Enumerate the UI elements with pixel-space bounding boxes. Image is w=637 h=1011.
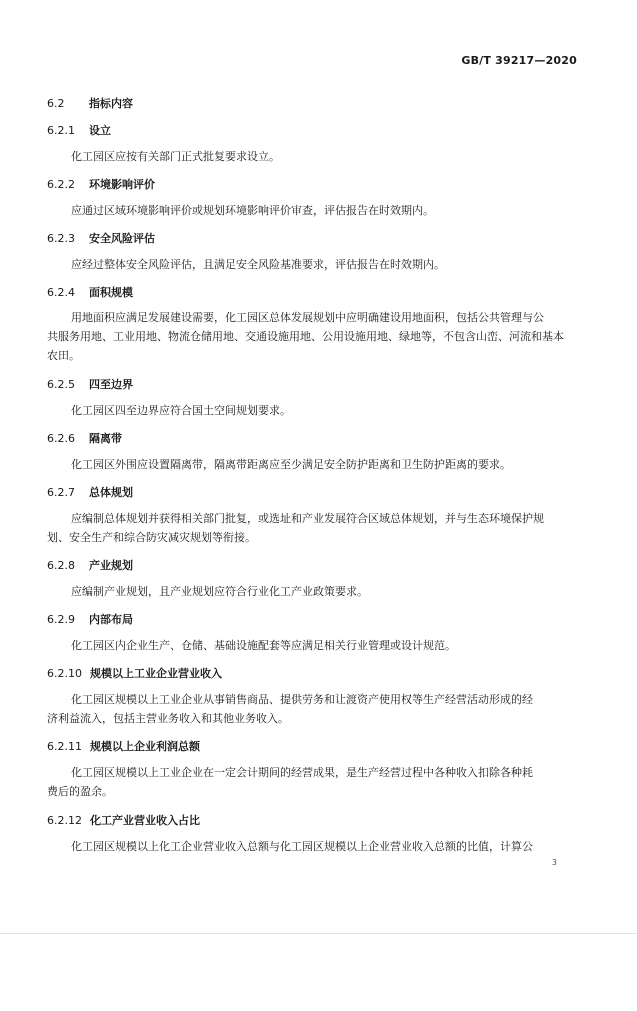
section-heading-6-2-12	[47, 812, 200, 828]
section-body-6-2-8	[47, 582, 578, 601]
section-number: 6.2.4	[47, 286, 75, 299]
section-number: 6.2.12	[47, 814, 82, 827]
body-line: 农田。	[47, 349, 80, 362]
section-heading-6-2-5	[47, 376, 133, 392]
section-body-6-2-7	[47, 509, 578, 547]
section-number: 6.2.8	[47, 559, 75, 572]
section-heading-6-2-4	[47, 284, 133, 300]
section-title: 安全风险评估	[89, 232, 155, 245]
section-title: 指标内容	[89, 97, 133, 110]
body-line: 化工园区内企业生产、仓储、基础设施配套等应满足相关行业管理或设计规范。	[71, 639, 456, 652]
section-number: 6.2.9	[47, 613, 75, 626]
section-heading-6-2-1	[47, 122, 111, 138]
section-title: 设立	[89, 124, 111, 137]
section-heading-6-2-6	[47, 430, 122, 446]
section-title: 内部布局	[89, 613, 133, 626]
body-line: 化工园区外围应设置隔离带，隔离带距离应至少满足安全防护距离和卫生防护距离的要求。	[71, 458, 511, 471]
section-heading-6-2-7	[47, 484, 133, 500]
section-title: 总体规划	[89, 486, 133, 499]
body-line: 化工园区应按有关部门正式批复要求设立。	[71, 150, 280, 163]
section-body-6-2-2	[47, 201, 578, 220]
section-title: 产业规划	[89, 559, 133, 572]
section-heading-6-2-11	[47, 738, 200, 754]
section-number: 6.2.11	[47, 740, 82, 753]
body-line: 应编制产业规划，且产业规划应符合行业化工产业政策要求。	[71, 585, 368, 598]
section-body-6-2-10	[47, 690, 578, 728]
section-number: 6.2.1	[47, 124, 75, 137]
section-title: 隔离带	[89, 432, 122, 445]
section-heading-6-2-9	[47, 611, 133, 627]
body-line: 济利益流入，包括主营业务收入和其他业务收入。	[47, 712, 289, 725]
section-title: 化工产业营业收入占比	[90, 814, 200, 827]
standard-code: GB/T 39217—2020	[461, 54, 577, 67]
section-body-6-2-1	[47, 147, 578, 166]
section-title: 面积规模	[89, 286, 133, 299]
page-number: 3	[551, 858, 557, 867]
body-line: 应通过区域环境影响评价或规划环境影响评价审查，评估报告在时效期内。	[71, 204, 434, 217]
section-body-6-2-9	[47, 636, 578, 655]
section-number: 6.2.5	[47, 378, 75, 391]
section-heading-6-2-8	[47, 557, 133, 573]
section-heading-6-2-3	[47, 230, 155, 246]
body-line: 化工园区规模以上化工企业营业收入总额与化工园区规模以上企业营业收入总额的比值，计算公	[71, 840, 533, 853]
section-body-6-2-11	[47, 763, 578, 801]
section-title: 规模以上工业企业营业收入	[90, 667, 222, 680]
section-body-6-2-6	[47, 455, 578, 474]
section-number: 6.2	[47, 97, 65, 110]
section-title: 环境影响评价	[89, 178, 155, 191]
body-line: 化工园区规模以上工业企业在一定会计期间的经营成果，是生产经营过程中各种收入扣除各种耗	[71, 766, 533, 779]
section-body-6-2-4	[47, 308, 578, 365]
page-bottom-divider	[0, 933, 637, 934]
section-number: 6.2.10	[47, 667, 82, 680]
body-line: 用地面积应满足发展建设需要，化工园区总体发展规划中应明确建设用地面积，包括公共管理与公	[71, 311, 544, 324]
body-line: 应编制总体规划并获得相关部门批复，或选址和产业发展符合区域总体规划，并与生态环境保护规	[71, 512, 544, 525]
section-number: 6.2.2	[47, 178, 75, 191]
section-title: 四至边界	[89, 378, 133, 391]
section-body-6-2-12	[47, 837, 578, 856]
section-heading-6-2	[47, 95, 133, 111]
section-number: 6.2.6	[47, 432, 75, 445]
section-number: 6.2.3	[47, 232, 75, 245]
body-line: 化工园区规模以上工业企业从事销售商品、提供劳务和让渡资产使用权等生产经营活动形成的经	[71, 693, 533, 706]
body-line: 共服务用地、工业用地、物流仓储用地、交通设施用地、公用设施用地、绿地等，不包含山峦、河流和基本	[47, 330, 564, 343]
section-body-6-2-5	[47, 401, 578, 420]
body-line: 费后的盈余。	[47, 785, 113, 798]
section-heading-6-2-2	[47, 176, 155, 192]
section-number: 6.2.7	[47, 486, 75, 499]
body-line: 划、安全生产和综合防灾减灾规划等衔接。	[47, 531, 256, 544]
section-title: 规模以上企业利润总额	[90, 740, 200, 753]
section-body-6-2-3	[47, 255, 578, 274]
body-line: 应经过整体安全风险评估，且满足安全风险基准要求，评估报告在时效期内。	[71, 258, 445, 271]
section-heading-6-2-10	[47, 665, 222, 681]
body-line: 化工园区四至边界应符合国土空间规划要求。	[71, 404, 291, 417]
